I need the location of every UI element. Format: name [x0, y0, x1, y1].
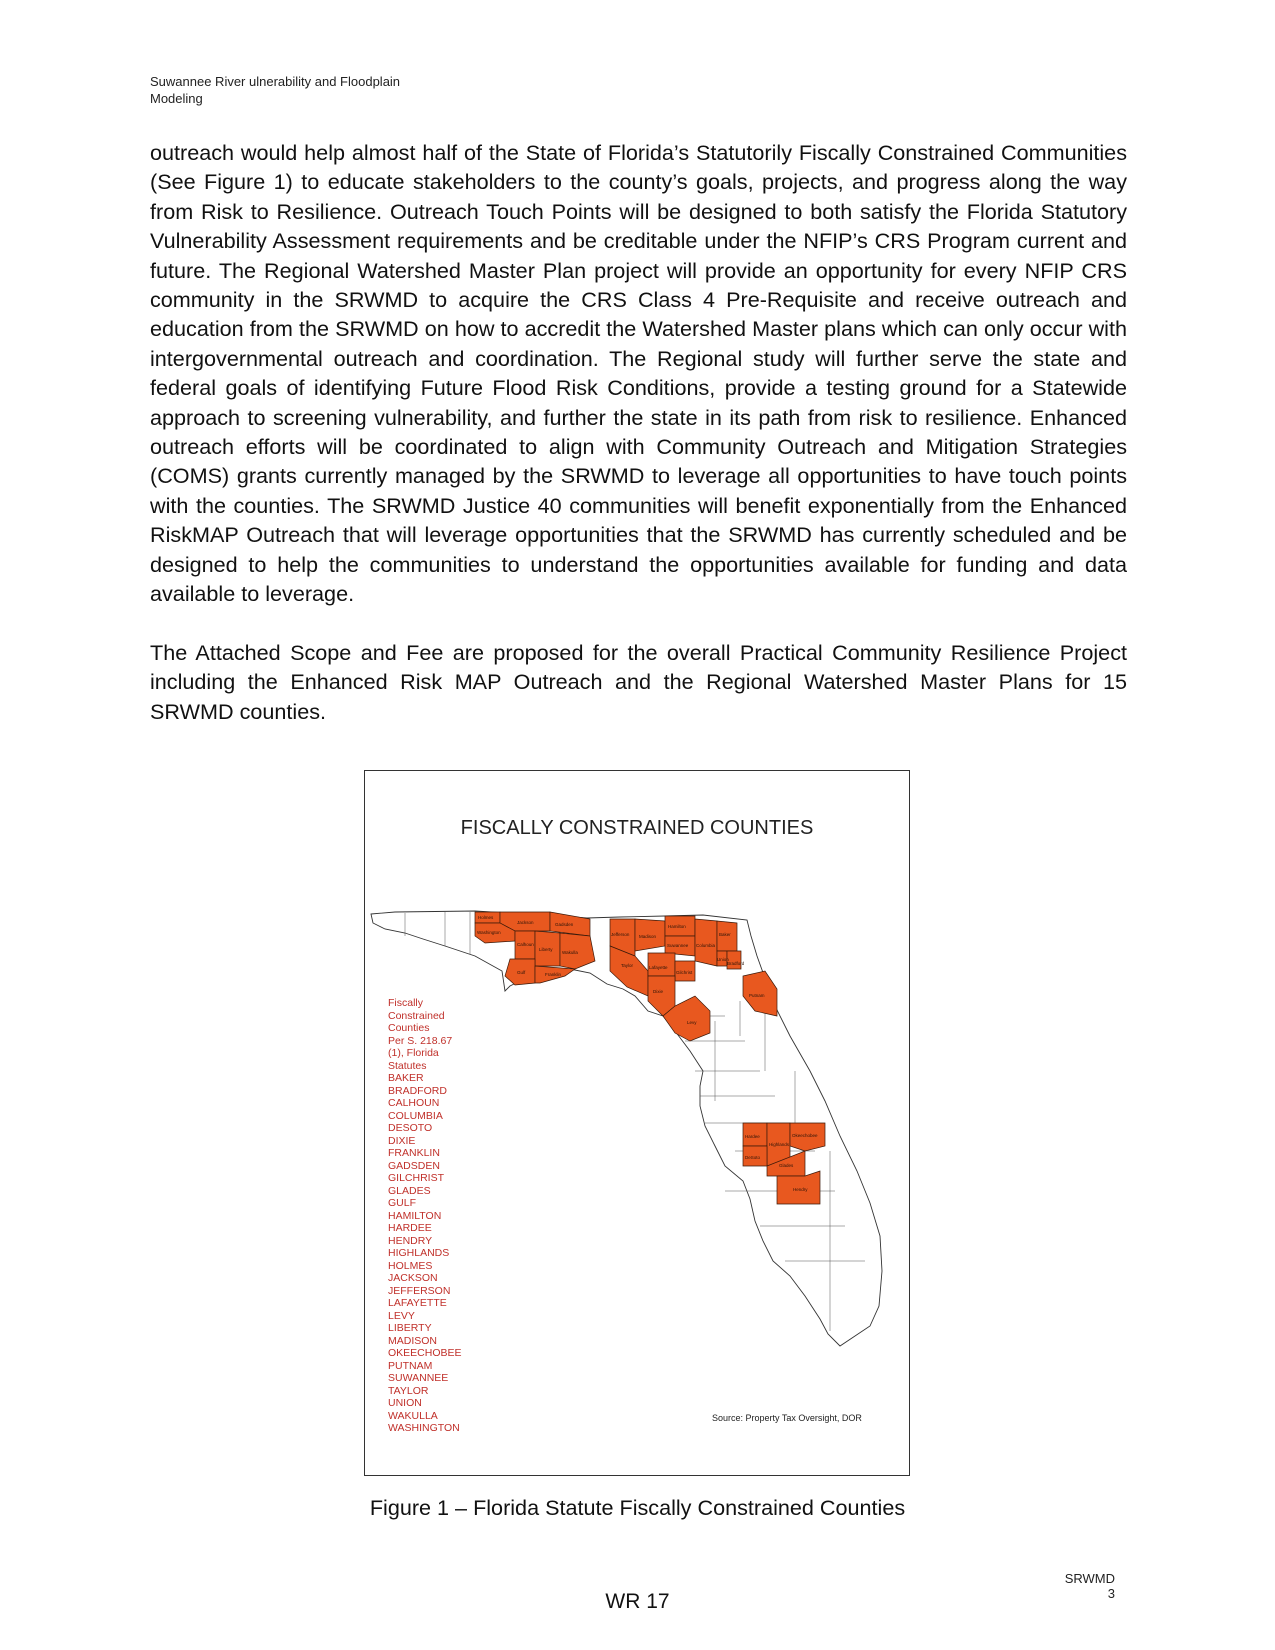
map-label: Hendry [793, 1187, 808, 1192]
map-label: Gadsden [555, 922, 574, 927]
map-label: Hardee [745, 1134, 760, 1139]
county-list-item: FRANKLIN [388, 1147, 440, 1159]
county-list-item: WASHINGTON [388, 1422, 460, 1434]
county-list-item: HOLMES [388, 1259, 433, 1272]
county-list-item: PUTNAM [388, 1359, 433, 1372]
map-label: Dixie [653, 989, 664, 994]
figure-frame [364, 770, 910, 1476]
county-list-item: BRADFORD [388, 1084, 447, 1097]
county-list-item: GULF [388, 1197, 417, 1209]
map-label: Suwannee [667, 943, 689, 948]
legend-heading-line: Constrained [388, 1009, 445, 1022]
legend-heading-line: Fiscally [388, 997, 424, 1009]
map-label: Liberty [539, 947, 553, 952]
county-list-item: TAYLOR [388, 1384, 429, 1397]
legend-heading-line: Counties [388, 1022, 430, 1034]
map-label: Union [717, 957, 729, 962]
map-label: Okeechobee [792, 1133, 818, 1138]
county-list-item: LEVY [388, 1309, 415, 1322]
map-label: Jackson [517, 920, 534, 925]
county-list-item: HENDRY [388, 1234, 433, 1247]
county-list-item: GLADES [388, 1184, 431, 1197]
footer-org: SRWMD [1064, 1571, 1115, 1586]
footer-right [1065, 1571, 1115, 1601]
legend-heading-line: (1), Florida [388, 1047, 439, 1059]
map-title: FISCALLY CONSTRAINED COUNTIES [460, 817, 814, 839]
county-list-item: HAMILTON [388, 1209, 442, 1222]
source-note: Source: Property Tax Oversight, DOR [712, 1413, 862, 1423]
legend [388, 997, 462, 1435]
header-line-2: Modeling [150, 91, 203, 106]
map-label: Putnam [749, 993, 765, 998]
county-list-item: LIBERTY [388, 1322, 432, 1334]
legend-heading-line: Per S. 218.67 [388, 1034, 453, 1047]
map-label: Highlands [769, 1142, 790, 1147]
county-list-item: JACKSON [388, 1272, 438, 1284]
map-label: Lafayette [649, 965, 668, 970]
paragraph-1: outreach would help almost half of the State of Florida’s Statutorily Fiscally Constrained Communities (See Figure 1) to educate stakeholders to the county’s goals, projects, and progress along the way from Risk to Resilience. Outreach Touch Points will be designed to both satisfy the Florida Statutory Vulnerability Assessment requirements and be creditable under the NFIP’s CRS Program current and future. The Regional Watershed Master Plan project will provide an opportunity for every NFIP CRS community in the SRWMD to acquire the CRS Class 4 Pre-Requisite and receive outreach and education from the SRWMD on how to accredit the Watershed Master plans which can only occur with intergovernmental outreach and coordination. The Regional study will further serve the state and federal goals of identifying Future Flood Risk Conditions, provide a testing ground for a Statewide approach to screening vulnerability, and further the state in its path from risk to resilience. Enhanced outreach efforts will be coordinated to align with Community Outreach and Mitigation Strategies (COMS) grants currently managed by the SRWMD to leverage all opportunities to have touch points with the counties. The SRWMD Justice 40 communities will benefit exponentially from the Enhanced RiskMAP Outreach that will leverage opportunities that the SRWMD has currently scheduled and be designed to help the communities to understand the opportunities available for funding and data available to leverage. [150, 140, 1127, 607]
map-label: Franklin [545, 972, 562, 977]
header-line-1: Suwannee River ulnerability and Floodplain [150, 74, 401, 89]
county-list-item: LAFAYETTE [388, 1297, 447, 1309]
map-label: DeSoto [745, 1155, 761, 1160]
map-label: Jefferson [611, 932, 630, 937]
map-label: Wakulla [562, 950, 578, 955]
map-label: Madison [639, 934, 657, 939]
county-list-item: UNION [388, 1397, 422, 1409]
footer-page-number: 3 [1107, 1586, 1115, 1601]
map-label: Holmes [478, 915, 494, 920]
map-label: Glades [779, 1163, 794, 1168]
map-label: Taylor [621, 963, 634, 968]
map-label: Levy [687, 1020, 697, 1025]
county-list-item: HIGHLANDS [388, 1247, 450, 1259]
county-list-item: WAKULLA [388, 1409, 438, 1422]
county-list-item: MADISON [388, 1334, 438, 1347]
figure-caption: Figure 1 – Florida Statute Fiscally Constrained Counties [369, 1495, 906, 1520]
map-label: Gulf [517, 970, 526, 975]
county-list-item: GADSDEN [388, 1159, 440, 1172]
map-label: Columbia [696, 943, 716, 948]
county-list-item: OKEECHOBEE [388, 1347, 462, 1359]
legend-heading-line: Statutes [388, 1059, 427, 1072]
county-list-item: CALHOUN [388, 1097, 440, 1109]
county-list-item: GILCHRIST [388, 1172, 445, 1184]
county-list-item: DIXIE [388, 1134, 416, 1147]
map-label: Baker [719, 932, 731, 937]
county-list-item: SUWANNEE [388, 1372, 449, 1384]
county-list-item: COLUMBIA [388, 1109, 443, 1122]
map-label: Bradford [727, 961, 745, 966]
body-text [150, 138, 1127, 726]
county-bradford [727, 951, 741, 969]
running-header [150, 73, 400, 107]
map-label: Calhoun [517, 942, 534, 947]
county-list-item: DESOTO [388, 1122, 433, 1134]
page-label: WR 17 [605, 1590, 670, 1613]
paragraph-2: The Attached Scope and Fee are proposed for the overall Practical Community Resilience Project including the Enhanced Risk MAP Outreach and the Regional Watershed Master Plans for 15 SRWMD counties. [150, 639, 1127, 724]
map-label: Gilchrist [676, 970, 693, 975]
county-list-item: BAKER [388, 1072, 424, 1084]
map-label: Hamilton [668, 924, 686, 929]
county-list-item: JEFFERSON [388, 1284, 451, 1297]
map-label: Washington [477, 930, 501, 935]
county-list-item: HARDEE [388, 1222, 432, 1234]
